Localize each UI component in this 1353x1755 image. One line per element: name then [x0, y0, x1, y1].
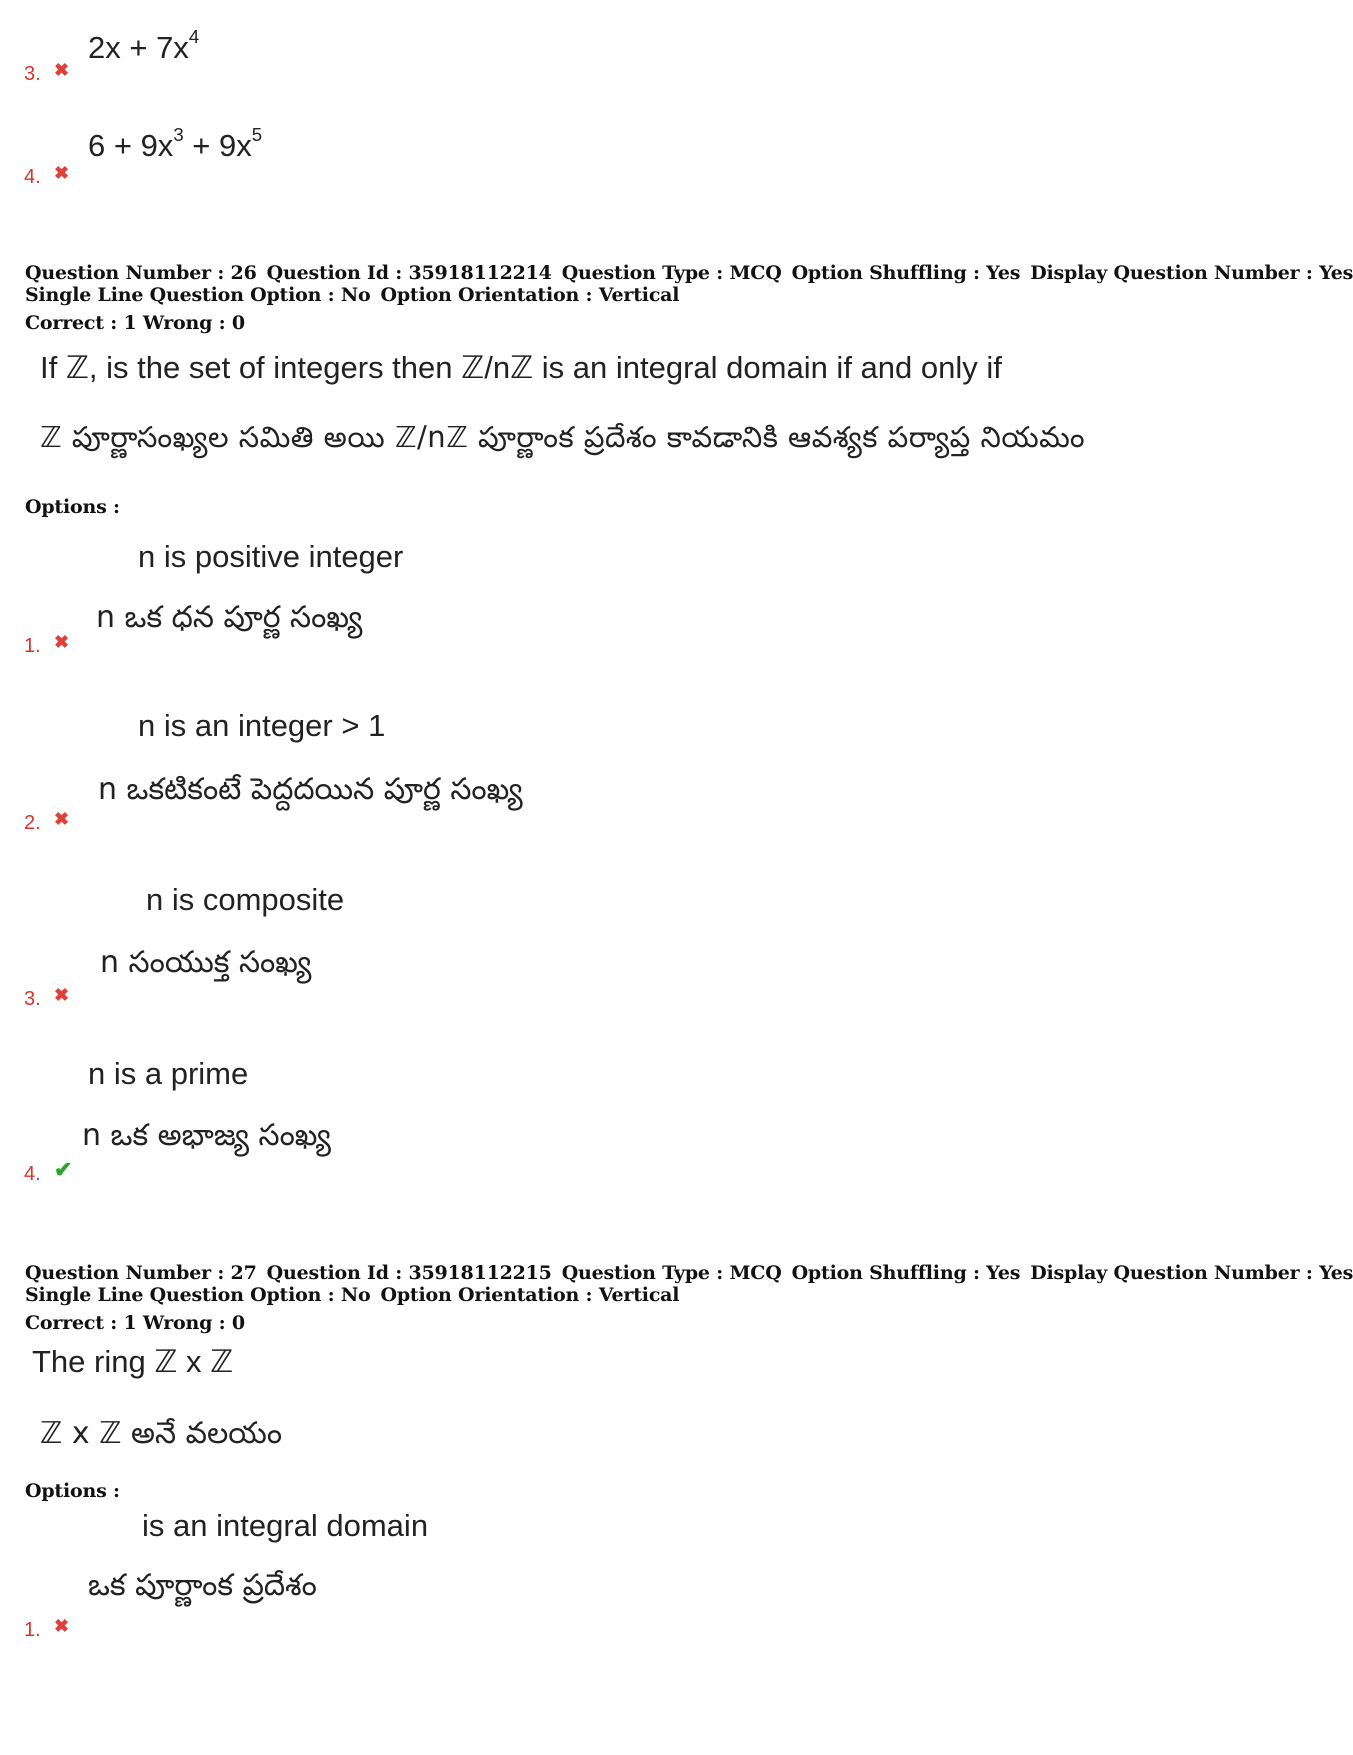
- q27-option-1-te: ఒక పూర్ణాంక ప్రదేశం: [88, 1568, 317, 1603]
- q26-question-en: If ℤ, is the set of integers then ℤ/nℤ is an integral domain if and only if: [40, 350, 1002, 385]
- prev-option-3-base: 2x + 7x: [88, 30, 189, 65]
- q26-option-4-number: 4.: [24, 1163, 41, 1185]
- question-type: Question Type : MCQ: [561, 262, 782, 284]
- q27-question-te: ℤ x ℤ అనే వలయం: [40, 1416, 283, 1451]
- prev-option-4-part: + 9x: [183, 128, 252, 163]
- q26-option-1-number: 1.: [24, 635, 41, 657]
- question-number: Question Number : 27: [25, 1262, 257, 1284]
- wrong-mark-icon: ✖: [54, 632, 70, 652]
- q27-question-en: The ring ℤ x ℤ: [32, 1344, 234, 1379]
- q26-option-4-te: n ఒక అభాజ్య సంఖ్య: [82, 1118, 331, 1153]
- q27-meta-line-1: [25, 1262, 1353, 1284]
- option-orientation: Option Orientation : Vertical: [380, 284, 680, 306]
- q27-meta-line-2: [25, 1284, 679, 1306]
- q27-option-1-en: is an integral domain: [142, 1508, 429, 1543]
- correct-check-icon: ✔: [54, 1157, 73, 1182]
- display-question-number: Display Question Number : Yes: [1030, 262, 1353, 284]
- q26-option-4-en: n is a prime: [88, 1056, 249, 1091]
- option-orientation: Option Orientation : Vertical: [380, 1284, 680, 1306]
- prev-option-4-sup: 3: [173, 124, 184, 146]
- wrong-mark-icon: ✖: [54, 809, 70, 829]
- display-question-number: Display Question Number : Yes: [1030, 1262, 1353, 1284]
- prev-option-3-number: 3.: [24, 63, 41, 85]
- question-id: Question Id : 35918112214: [266, 262, 552, 284]
- prev-option-3-text: [88, 26, 200, 66]
- q26-option-3-en: n is composite: [146, 882, 345, 917]
- prev-option-4-number: 4.: [24, 166, 41, 188]
- wrong-mark-icon: ✖: [54, 1616, 70, 1636]
- single-line-option: Single Line Question Option : No: [25, 1284, 371, 1306]
- q26-option-3-number: 3.: [24, 988, 41, 1010]
- wrong-mark-icon: ✖: [54, 163, 70, 183]
- q27-options-label: Options :: [25, 1480, 120, 1502]
- question-id: Question Id : 35918112215: [266, 1262, 552, 1284]
- q26-option-2-number: 2.: [24, 812, 41, 834]
- q26-option-2-en: n is an integer > 1: [138, 708, 386, 743]
- q26-option-3-te: n సంయుక్త సంఖ్య: [100, 945, 312, 980]
- q26-option-1-en: n is positive integer: [138, 539, 404, 574]
- q26-option-1-te: n ఒక ధన పూర్ణ సంఖ్య: [96, 600, 363, 635]
- prev-option-4-part: 6 + 9x: [88, 128, 174, 163]
- q26-meta-line-2: [25, 284, 679, 306]
- q27-option-1-number: 1.: [24, 1619, 41, 1641]
- prev-option-4-text: [88, 124, 263, 164]
- q26-options-label: Options :: [25, 496, 120, 518]
- q27-score: Correct : 1 Wrong : 0: [25, 1312, 245, 1334]
- prev-option-4-sup: 5: [251, 124, 263, 146]
- q26-question-te: ℤ పూర్ణాసంఖ్యల సమితి అయి ℤ/nℤ పూర్ణాంక ప్రదేశం కావడానికి ఆవశ్యక పర్యాప్త నియమం: [40, 420, 1086, 454]
- question-number: Question Number : 26: [25, 262, 257, 284]
- option-shuffling: Option Shuffling : Yes: [791, 262, 1021, 284]
- wrong-mark-icon: ✖: [54, 985, 70, 1005]
- q26-score: Correct : 1 Wrong : 0: [25, 312, 245, 334]
- question-type: Question Type : MCQ: [561, 1262, 782, 1284]
- prev-option-3-sup: 4: [188, 26, 200, 48]
- q26-option-2-te: n ఒకటికంటే పెద్దదయిన పూర్ణ సంఖ్య: [98, 772, 523, 807]
- wrong-mark-icon: ✖: [54, 60, 70, 80]
- single-line-option: Single Line Question Option : No: [25, 284, 371, 306]
- q26-meta-line-1: [25, 262, 1353, 284]
- option-shuffling: Option Shuffling : Yes: [791, 1262, 1021, 1284]
